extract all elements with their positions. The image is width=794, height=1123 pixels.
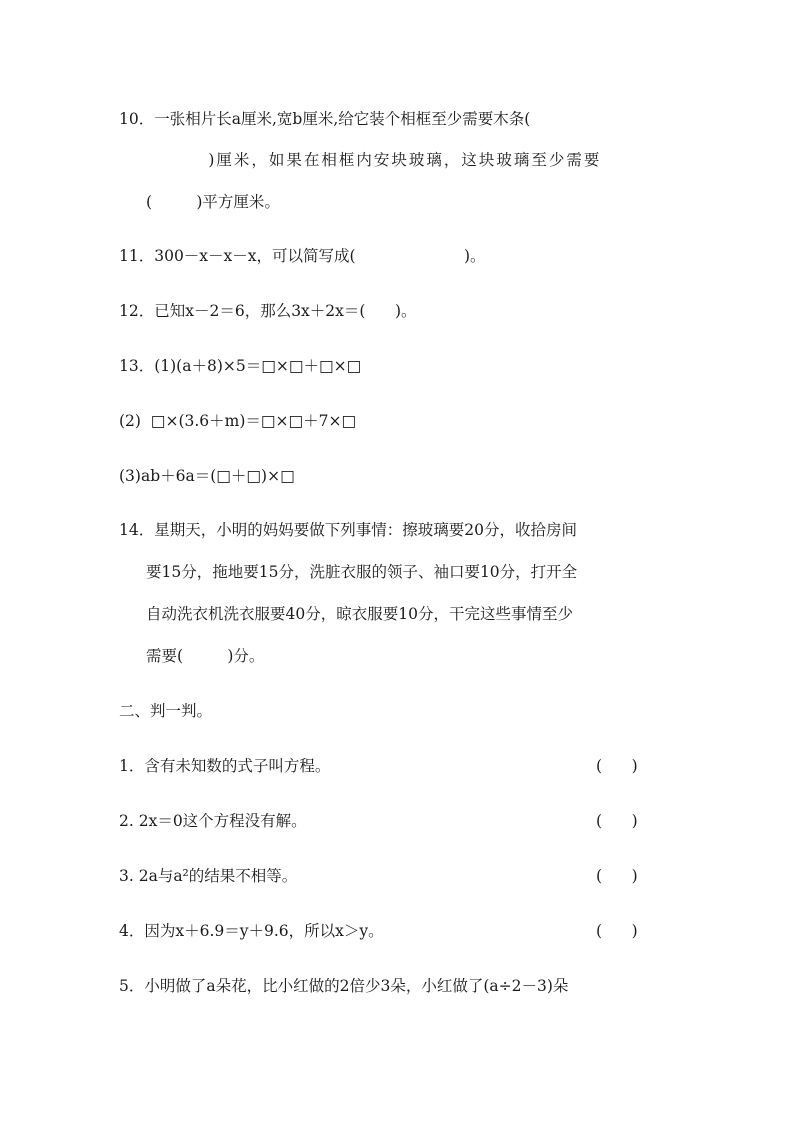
q14-line3: 自动洗衣机洗衣服要40分，晾衣服要10分，干完这些事情至少 bbox=[146, 605, 573, 623]
q10-line1: 10．一张相片长a厘米,宽b厘米,给它装个相框至少需要木条( bbox=[119, 110, 531, 128]
judge-5: 5．小明做了a朵花，比小红做的2倍少3朵，小红做了(a÷2－3)朵 bbox=[119, 977, 569, 995]
judge-3-bracket[interactable]: ( ) bbox=[596, 867, 638, 885]
q14-line1: 14．星期天，小明的妈妈要做下列事情：擦玻璃要20分，收拾房间 bbox=[119, 521, 577, 539]
judge-1-bracket[interactable]: ( ) bbox=[596, 757, 638, 775]
q12: 12．已知x－2＝6，那么3x＋2x＝( )。 bbox=[119, 302, 417, 320]
judge-3: 3. 2a与a²的结果不相等。 bbox=[119, 867, 298, 885]
judge-4-bracket[interactable]: ( ) bbox=[596, 922, 638, 940]
q11: 11．300－x－x－x，可以简写成( )。 bbox=[119, 247, 486, 265]
q14-line2: 要15分，拖地要15分，洗脏衣服的领子、袖口要10分，打开全 bbox=[146, 563, 578, 581]
judge-1: 1．含有未知数的式子叫方程。 bbox=[119, 757, 331, 775]
judge-2: 2. 2x＝0这个方程没有解。 bbox=[119, 812, 307, 830]
judge-2-bracket[interactable]: ( ) bbox=[596, 812, 638, 830]
q13-part1: 13．(1)(a＋8)×5＝□×□＋□×□ bbox=[119, 357, 362, 375]
judge-4: 4．因为x＋6.9＝y＋9.6，所以x＞y。 bbox=[119, 922, 384, 940]
q14-line4: 需要( )分。 bbox=[146, 647, 265, 665]
q10-line2: )厘米，如果在相框内安块玻璃，这块玻璃至少需要 bbox=[146, 151, 602, 169]
section-heading: 二、判一判。 bbox=[119, 702, 213, 720]
q13-part2: (2) □×(3.6＋m)＝□×□＋7×□ bbox=[119, 412, 357, 430]
q10-line3: ( )平方厘米。 bbox=[146, 193, 280, 211]
q13-part3: (3)ab＋6a＝(□＋□)×□ bbox=[119, 467, 295, 485]
